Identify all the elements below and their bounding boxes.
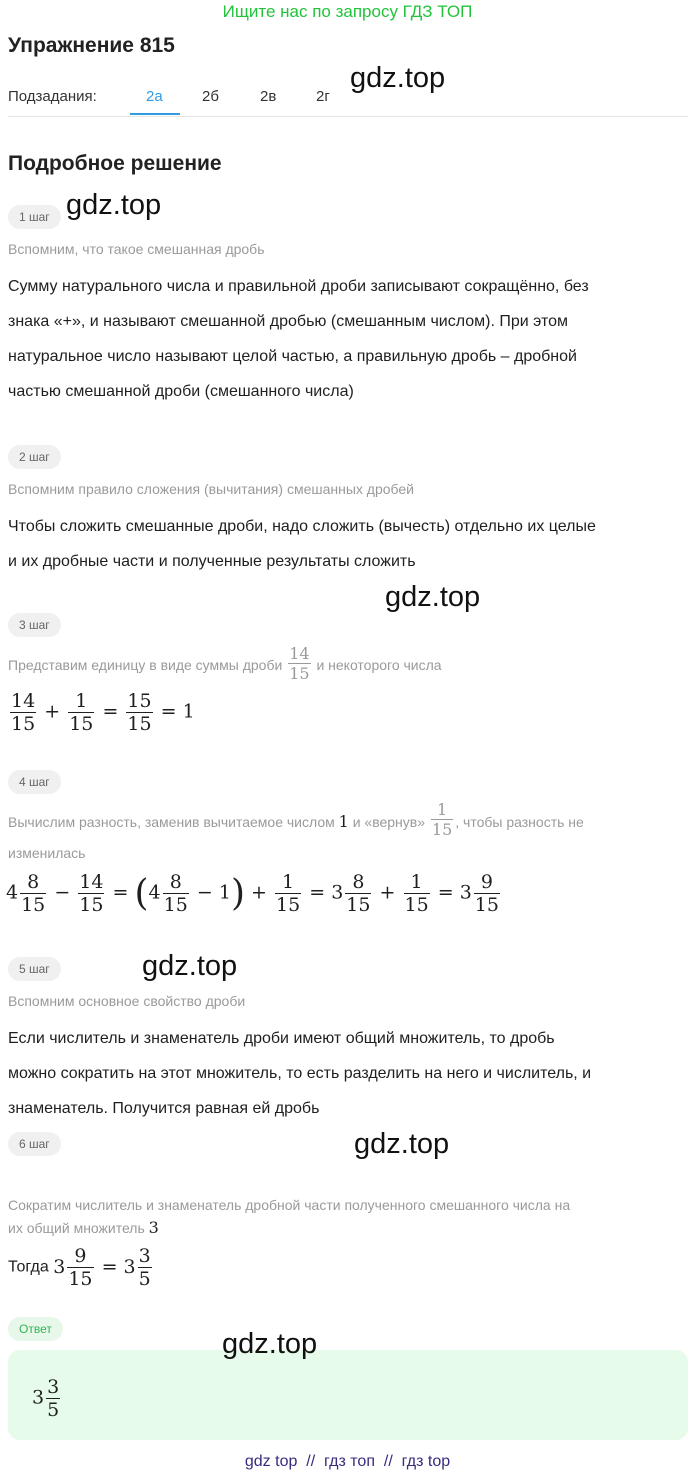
denominator: 15	[11, 713, 36, 735]
watermark: gdz.top	[142, 950, 238, 982]
right-paren: )	[230, 873, 245, 914]
denominator: 15	[127, 713, 152, 735]
watermark: gdz.top	[385, 581, 481, 613]
answer-box	[8, 1350, 688, 1440]
whole: 3	[53, 1255, 66, 1278]
operator: −	[196, 881, 213, 904]
numerator: 1	[75, 690, 88, 712]
step-6-hint-number: 3	[148, 1218, 159, 1237]
step-2-line: и их дробные части и полученные результаты сложить	[8, 553, 416, 570]
whole: 3	[32, 1386, 45, 1409]
step-6-hint-line1: Сократим числитель и знаменатель дробной части полученного смешанного числа на	[8, 1197, 571, 1213]
step-2-badge: 2 шаг	[8, 445, 61, 469]
denominator: 15	[474, 894, 499, 916]
operator: +	[251, 881, 267, 904]
step-1-line: частью смешанной дроби (смешанного числа)	[8, 383, 354, 400]
numerator: 14	[289, 644, 310, 663]
answer-value	[32, 1376, 62, 1421]
subtasks-label: Подзадания:	[8, 88, 97, 105]
denominator: 15	[346, 894, 371, 916]
equals: =	[112, 881, 129, 904]
equals: =	[437, 881, 454, 904]
equals: =	[102, 700, 119, 723]
solution-heading: Подробное решение	[8, 152, 222, 175]
step-5-line: знаменатель. Получится равная ей дробь	[8, 1100, 320, 1117]
step-1-text	[8, 269, 688, 409]
step-3-formula	[8, 690, 195, 735]
whole: 3	[123, 1255, 136, 1278]
step-5-badge: 5 шаг	[8, 957, 61, 981]
whole: 3	[459, 881, 472, 904]
operator: −	[54, 881, 71, 904]
numerator: 1	[282, 871, 295, 893]
fraction	[345, 871, 371, 916]
watermark: gdz.top	[354, 1128, 450, 1160]
fraction	[474, 871, 500, 916]
fraction	[138, 1245, 152, 1290]
step-3-hint-fraction	[288, 644, 310, 683]
numerator: 1	[410, 871, 423, 893]
step-5-hint: Вспомним основное свойство дроби	[8, 993, 246, 1009]
mixed-number	[53, 1245, 153, 1290]
step-3-hint-text-b: и некоторого числа	[316, 657, 442, 674]
step-4-formula	[6, 871, 502, 916]
result: 1	[182, 700, 195, 723]
step-6-formula	[8, 1245, 154, 1290]
operator: +	[379, 881, 396, 904]
fraction	[275, 871, 301, 916]
fraction	[126, 690, 152, 735]
denominator: 5	[47, 1399, 60, 1421]
step-1-line: натуральное число называют целой частью, а правильную дробь – дробной	[8, 348, 577, 365]
numerator: 3	[138, 1245, 151, 1267]
denominator: 15	[289, 664, 310, 683]
numerator: 8	[352, 871, 365, 893]
whole: 3	[331, 881, 344, 904]
numerator: 9	[74, 1245, 87, 1267]
denominator: 15	[276, 894, 301, 916]
denominator: 15	[69, 713, 94, 735]
denominator: 5	[138, 1268, 151, 1290]
equals: =	[160, 700, 177, 723]
fraction	[404, 871, 430, 916]
tab-2v[interactable]: 2в	[260, 88, 277, 105]
step-1-hint: Вспомним, что такое смешанная дробь	[8, 241, 265, 257]
watermark: gdz.top	[222, 1328, 318, 1360]
step-1-line: Сумму натурального числа и правильной дроби записывают сокращённо, без	[8, 278, 589, 295]
equals: =	[101, 1255, 118, 1278]
whole: 4	[148, 881, 161, 904]
fraction	[67, 1245, 93, 1290]
denominator: 15	[79, 894, 104, 916]
equals: =	[309, 881, 326, 904]
denominator: 15	[21, 894, 46, 916]
step-6-hint-line2	[8, 1218, 159, 1237]
footer-links[interactable]: gdz top // гдз топ // гдз top	[244, 1453, 451, 1470]
step-3-hint	[8, 644, 442, 683]
formula-prefix: Тогда	[8, 1258, 49, 1276]
numerator: 9	[480, 871, 493, 893]
step-5-line: можно сократить на этот множитель, то есть разделить на него и числитель, и	[8, 1065, 592, 1082]
denominator: 15	[68, 1268, 93, 1290]
fraction	[46, 1376, 60, 1421]
step-4-hint-text-c: , чтобы разность не	[455, 814, 584, 831]
tab-2g[interactable]: 2г	[316, 88, 330, 105]
numerator: 15	[127, 690, 152, 712]
step-4-hint-fraction	[431, 800, 453, 839]
tab-2b[interactable]: 2б	[202, 88, 219, 105]
step-4-hint-text-b: и «вернув»	[352, 814, 426, 831]
step-2-text	[8, 509, 688, 579]
numerator: 14	[11, 690, 36, 712]
step-3-badge: 3 шаг	[8, 613, 61, 637]
step-4-hint-number: 1	[338, 812, 349, 832]
step-2-hint: Вспомним правило сложения (вычитания) смешанных дробей	[8, 481, 414, 497]
fraction	[10, 690, 36, 735]
search-banner: Ищите нас по запросу ГДЗ ТОП	[222, 2, 473, 21]
exercise-title: Упражнение 815	[8, 34, 175, 57]
fraction	[20, 871, 46, 916]
answer-badge: Ответ	[8, 1317, 63, 1341]
tab-2a[interactable]: 2а	[146, 88, 163, 105]
number: 1	[218, 881, 231, 904]
fraction	[163, 871, 189, 916]
step-4-hint-text-a: Вычислим разность, заменив вычитаемое числом	[8, 814, 335, 831]
numerator: 3	[47, 1376, 60, 1398]
numerator: 14	[79, 871, 104, 893]
watermark: gdz.top	[350, 62, 446, 94]
subtasks-nav	[8, 80, 688, 117]
step-6-hint-text: их общий множитель	[8, 1220, 145, 1236]
step-3-hint-text-a: Представим единицу в виде суммы дроби	[8, 657, 283, 674]
whole: 4	[6, 881, 19, 904]
step-6-badge: 6 шаг	[8, 1132, 61, 1156]
numerator: 8	[169, 871, 182, 893]
active-tab-indicator	[130, 113, 180, 115]
denominator: 15	[431, 820, 453, 839]
left-paren: (	[134, 873, 149, 914]
fraction	[78, 871, 104, 916]
step-5-text	[8, 1021, 688, 1126]
step-5-line: Если числитель и знаменатель дроби имеют общий множитель, то дробь	[8, 1030, 555, 1047]
fraction	[68, 690, 94, 735]
numerator: 1	[436, 800, 448, 819]
denominator: 15	[404, 894, 429, 916]
step-4-hint-line2: изменилась	[8, 845, 86, 861]
numerator: 8	[27, 871, 40, 893]
operator: +	[44, 700, 61, 723]
step-4-hint	[8, 800, 688, 839]
watermark: gdz.top	[66, 189, 162, 221]
step-2-line: Чтобы сложить смешанные дроби, надо сложить (вычесть) отдельно их целые	[8, 518, 596, 535]
step-1-line: знака «+», и называют смешанной дробью (смешанным числом). При этом	[8, 313, 568, 330]
denominator: 15	[163, 894, 188, 916]
step-4-badge: 4 шаг	[8, 770, 61, 794]
step-1-badge: 1 шаг	[8, 205, 61, 229]
